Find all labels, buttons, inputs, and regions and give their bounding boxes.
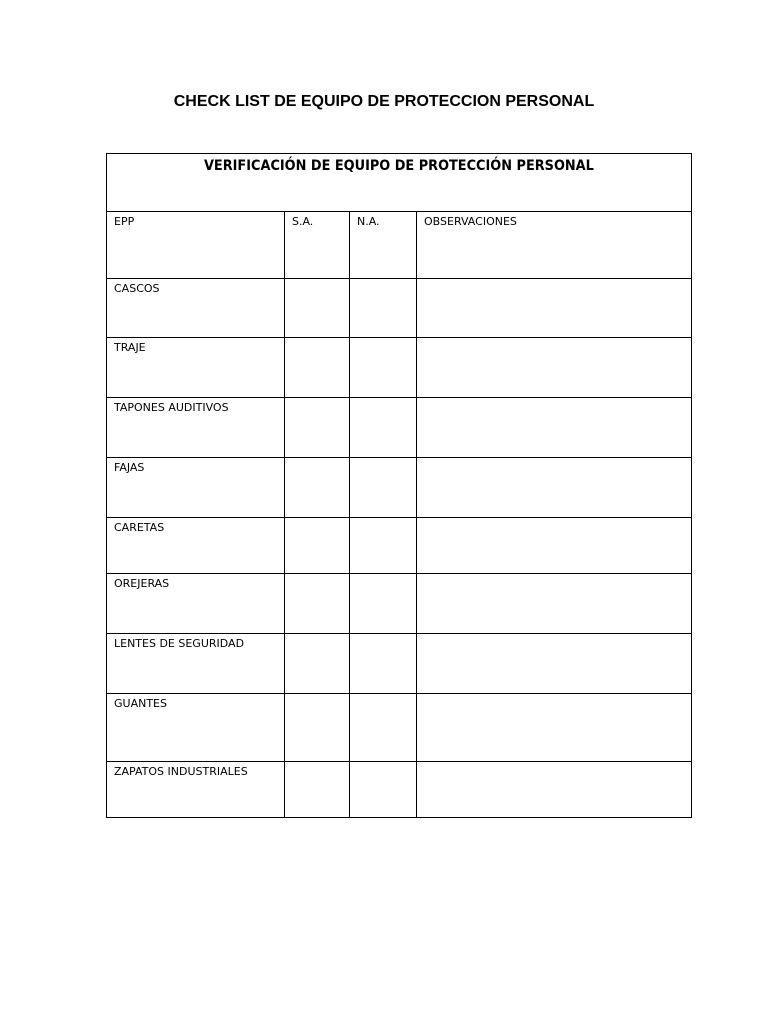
sa-cell[interactable]	[285, 694, 350, 762]
epp-item-label: GUANTES	[107, 694, 285, 762]
column-header-sa: S.A.	[285, 212, 350, 279]
column-header-na: N.A.	[350, 212, 417, 279]
table-row	[107, 398, 692, 458]
table-row	[107, 338, 692, 398]
na-cell[interactable]	[350, 518, 417, 574]
ppe-checklist-table	[106, 153, 692, 818]
sa-cell[interactable]	[285, 574, 350, 634]
column-header-observaciones: OBSERVACIONES	[417, 212, 692, 279]
column-header-epp: EPP	[107, 212, 285, 279]
sa-cell[interactable]	[285, 458, 350, 518]
observaciones-cell[interactable]	[417, 634, 692, 694]
table-row	[107, 762, 692, 818]
epp-item-label: ZAPATOS INDUSTRIALES	[107, 762, 285, 818]
table-header-row	[107, 212, 692, 279]
epp-item-label: TRAJE	[107, 338, 285, 398]
epp-item-label: FAJAS	[107, 458, 285, 518]
epp-item-label: CARETAS	[107, 518, 285, 574]
na-cell[interactable]	[350, 574, 417, 634]
observaciones-cell[interactable]	[417, 458, 692, 518]
na-cell[interactable]	[350, 398, 417, 458]
epp-item-label: LENTES DE SEGURIDAD	[107, 634, 285, 694]
observaciones-cell[interactable]	[417, 694, 692, 762]
epp-item-label: CASCOS	[107, 279, 285, 338]
observaciones-cell[interactable]	[417, 518, 692, 574]
na-cell[interactable]	[350, 694, 417, 762]
observaciones-cell[interactable]	[417, 279, 692, 338]
na-cell[interactable]	[350, 458, 417, 518]
na-cell[interactable]	[350, 762, 417, 818]
document-title: CHECK LIST DE EQUIPO DE PROTECCION PERSONAL	[173, 93, 595, 110]
table-row	[107, 694, 692, 762]
table-row	[107, 634, 692, 694]
sa-cell[interactable]	[285, 634, 350, 694]
epp-item-label: TAPONES AUDITIVOS	[107, 398, 285, 458]
observaciones-cell[interactable]	[417, 338, 692, 398]
sa-cell[interactable]	[285, 398, 350, 458]
table-row	[107, 518, 692, 574]
sa-cell[interactable]	[285, 279, 350, 338]
epp-item-label: OREJERAS	[107, 574, 285, 634]
table-row	[107, 458, 692, 518]
table-caption: VERIFICACIÓN DE EQUIPO DE PROTECCIÓN PERSONAL	[107, 154, 692, 212]
table-row	[107, 279, 692, 338]
na-cell[interactable]	[350, 279, 417, 338]
table-row	[107, 574, 692, 634]
na-cell[interactable]	[350, 338, 417, 398]
sa-cell[interactable]	[285, 518, 350, 574]
observaciones-cell[interactable]	[417, 398, 692, 458]
sa-cell[interactable]	[285, 338, 350, 398]
sa-cell[interactable]	[285, 762, 350, 818]
observaciones-cell[interactable]	[417, 762, 692, 818]
observaciones-cell[interactable]	[417, 574, 692, 634]
na-cell[interactable]	[350, 634, 417, 694]
